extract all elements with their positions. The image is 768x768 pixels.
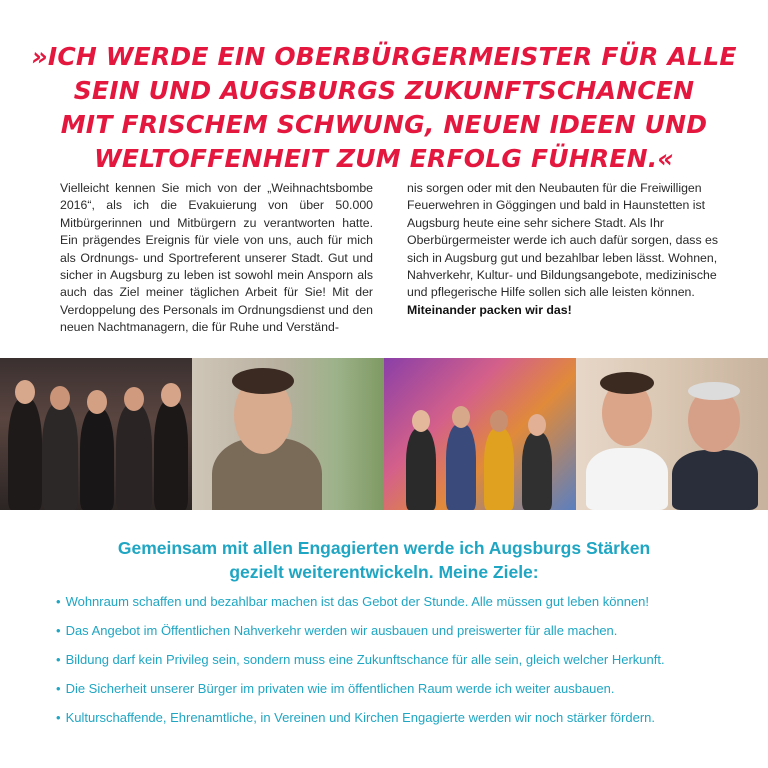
text-column-left [60, 180, 373, 337]
goals-list [56, 594, 736, 739]
bullet-icon: • [56, 710, 61, 725]
bullet-icon: • [56, 623, 61, 638]
portrait-photo [192, 358, 384, 510]
mural-group-photo [384, 358, 576, 510]
bullet-icon: • [56, 681, 61, 696]
list-item [56, 710, 736, 726]
list-item [56, 681, 736, 697]
two-men-photo [576, 358, 768, 510]
goal-text: Kulturschaffende, Ehrenamtliche, in Vereinen und Kirchen Engagierte werden wir noch stärker fördern. [65, 710, 655, 725]
quote-line: WELTOFFENHEIT ZUM ERFOLG FÜHREN.« [94, 144, 674, 173]
headline-quote [0, 40, 768, 176]
bullet-icon: • [56, 652, 61, 667]
heading-line: Gemeinsam mit allen Engagierten werde ich Augsburgs Stärken [117, 538, 651, 558]
closing-line: Miteinander packen wir das! [407, 302, 572, 317]
text-column-right [407, 180, 720, 337]
quote-line: »ICH WERDE EIN OBERBÜRGERMEISTER FÜR ALLE [31, 42, 737, 71]
group-photo [0, 358, 192, 510]
quote-line: SEIN UND AUGSBURGS ZUKUNFTSCHANCEN [73, 76, 695, 105]
paragraph: Vielleicht kennen Sie mich von der „Weihnachtsbombe 2016“, als ich die Evakuierung von über 50.000 Mitbürgerinnen und Mitbürgern zu verantworten hatte. Ein prägendes Ereignis für viele von uns, auch für mich als Ordnungs- und Sportreferent unserer Stadt. Gut und sicher in Augsburg zu leben ist sowohl mein Ansporn als auch das Ziel meiner täglichen Arbeit für Sie! Mit der Verdoppelung des Personals im Ordnungsdienst und den neuen Nachtmanagern, die für Ruhe und Verständ- [60, 181, 373, 335]
heading-line: gezielt weiterentwickeln. Meine Ziele: [229, 562, 539, 582]
list-item [56, 652, 736, 668]
goals-heading [0, 536, 768, 584]
bullet-icon: • [56, 594, 61, 609]
goal-text: Die Sicherheit unserer Bürger im privaten wie im öffentlichen Raum werde ich weiter ausbauen. [65, 681, 615, 696]
paragraph: nis sorgen oder mit den Neubauten für die Freiwilligen Feuerwehren in Göggingen und bald in Haunstetten ist Augsburg heute eine sehr sichere Stadt. Als Ihr Oberbürgermeister werde ich auch dafür sorgen, dass es sich in Augsburg gut und bezahlbar leben lässt. Wohnen, Nahverkehr, Kultur- und Bildungsangebote, medizinische und pflegerische Hilfe sollen sich alle leisten können. [407, 181, 718, 300]
goal-text: Bildung darf kein Privileg sein, sondern muss eine Zukunftschance für alle sein, gleich welcher Herkunft. [65, 652, 665, 667]
quote-line: MIT FRISCHEM SCHWUNG, NEUEN IDEEN UND [60, 110, 708, 139]
body-text [60, 180, 720, 337]
photo-strip [0, 358, 768, 510]
goal-text: Das Angebot im Öffentlichen Nahverkehr werden wir ausbauen und preiswerter für alle machen. [65, 623, 618, 638]
list-item [56, 594, 736, 610]
list-item [56, 623, 736, 639]
goal-text: Wohnraum schaffen und bezahlbar machen ist das Gebot der Stunde. Alle müssen gut leben können! [65, 594, 650, 609]
